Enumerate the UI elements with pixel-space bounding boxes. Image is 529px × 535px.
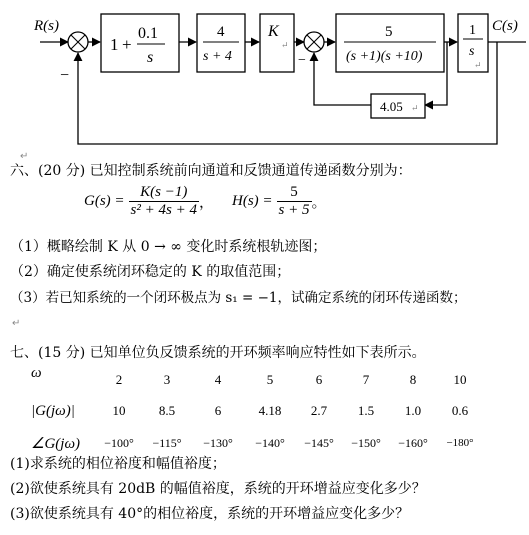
q7-table — [30, 364, 484, 460]
q6-h-numerator: 5 — [290, 184, 298, 200]
q6-item-3: （3）若已知系统的一个闭环极点为 s₁ = −1，试确定系统的闭环传递函数； — [10, 290, 467, 306]
magnitude-cell: 2.7 — [310, 403, 328, 418]
feedback-block-label: 4.05 — [380, 99, 403, 114]
block-pi-controller — [101, 14, 179, 72]
block5-den: s — [469, 44, 475, 59]
phase-cell: −145° — [304, 435, 334, 450]
block3-label: K — [268, 23, 279, 40]
block-plant — [336, 14, 444, 72]
omega-cell: 4 — [214, 372, 222, 387]
block-integrator — [458, 14, 488, 72]
block4-num: 5 — [385, 24, 393, 40]
q7-item-1: (1)求系统的相位裕度和幅值裕度； — [10, 456, 226, 472]
block4-den: (s +1)(s +10) — [346, 49, 423, 64]
q6-comma: ， — [198, 195, 214, 211]
omega-cell: 2 — [115, 372, 123, 387]
block1-den: s — [147, 49, 154, 66]
magnitude-cell: 4.18 — [258, 403, 282, 418]
q6-period: 。 — [311, 195, 327, 211]
magnitude-cell: 10 — [112, 403, 126, 418]
output-label: C(s) — [492, 18, 518, 34]
block2-num: 4 — [217, 24, 225, 40]
return-mark: ↵ — [20, 151, 29, 162]
block5-num: 1 — [469, 23, 476, 38]
magnitude-label: |G(jω)| — [31, 402, 75, 419]
q6-g-fraction — [129, 184, 199, 219]
q6-item-1: （1）概略绘制 K 从 0 → ∞ 变化时系统根轨迹图； — [10, 239, 327, 255]
phase-cell: −130° — [203, 435, 233, 450]
magnitude-cell: 0.6 — [451, 403, 469, 418]
omega-label: ω — [31, 365, 42, 381]
q7-item-2: (2)欲使系统具有 20dB 的幅值裕度，系统的开环增益应变化多少？ — [10, 481, 426, 497]
feedback-block-4-05 — [371, 94, 425, 118]
q6-g-lhs: G(s) = — [84, 193, 125, 209]
block1-plus: + — [122, 35, 132, 54]
input-label: R(s) — [34, 18, 59, 34]
magnitude-cell: 6 — [214, 403, 222, 418]
summing-junction-2 — [304, 32, 324, 52]
omega-cell: 8 — [409, 372, 417, 387]
minus-sign-2: − — [298, 53, 306, 68]
block-diagram — [0, 0, 529, 150]
block2-den: s + 4 — [203, 49, 232, 64]
block-lag — [197, 14, 245, 72]
block1-one: 1 — [110, 35, 119, 54]
omega-cell: 3 — [163, 372, 171, 387]
omega-cell: 7 — [362, 372, 370, 387]
block3-return-mark: ↵ — [281, 40, 289, 50]
block1-num: 0.1 — [138, 25, 158, 42]
phase-label: ∠G(jω) — [31, 435, 81, 452]
summing-junction-1 — [68, 32, 88, 52]
table-row-magnitude — [30, 396, 484, 426]
phase-cell: −115° — [152, 435, 182, 450]
feedback-return-mark: ↵ — [411, 103, 419, 113]
minus-sign-1: − — [60, 67, 70, 84]
phase-cell: −180° — [446, 437, 474, 449]
block-gain-k — [260, 14, 294, 72]
q6-h-denominator: s + 5 — [278, 202, 310, 218]
q6-g-formula — [84, 184, 214, 219]
q7-header: 七、(15 分) 已知单位负反馈系统的开环频率响应特性如下表所示。 — [10, 345, 426, 361]
table-row-omega — [30, 364, 484, 396]
q6-h-lhs: H(s) = — [232, 193, 273, 209]
q6-g-numerator: K(s −1) — [140, 184, 188, 200]
q6-g-denominator: s² + 4s + 4 — [130, 202, 197, 218]
magnitude-cell: 8.5 — [158, 403, 176, 418]
q6-h-formula — [232, 184, 327, 219]
block5-return-mark: ↵ — [474, 60, 482, 70]
q6-header: 六、(20 分) 已知控制系统前向通道和反馈通道传递函数分别为： — [10, 163, 412, 179]
return-mark-2: ↵ — [12, 318, 21, 329]
omega-cell: 6 — [315, 372, 323, 387]
phase-cell: −160° — [398, 435, 428, 450]
phase-cell: −140° — [255, 435, 285, 450]
omega-cell: 10 — [453, 372, 467, 387]
q6-h-fraction — [277, 184, 312, 219]
q6-item-2: （2）确定使系统闭环稳定的 K 的取值范围； — [10, 264, 291, 280]
q7-item-3: (3)欲使系统具有 40°的相位裕度，系统的开环增益应变化多少？ — [10, 506, 410, 522]
phase-cell: −100° — [104, 435, 134, 450]
magnitude-cell: 1.0 — [404, 403, 422, 418]
omega-cell: 5 — [266, 372, 274, 387]
magnitude-cell: 1.5 — [357, 403, 375, 418]
phase-cell: −150° — [351, 435, 381, 450]
